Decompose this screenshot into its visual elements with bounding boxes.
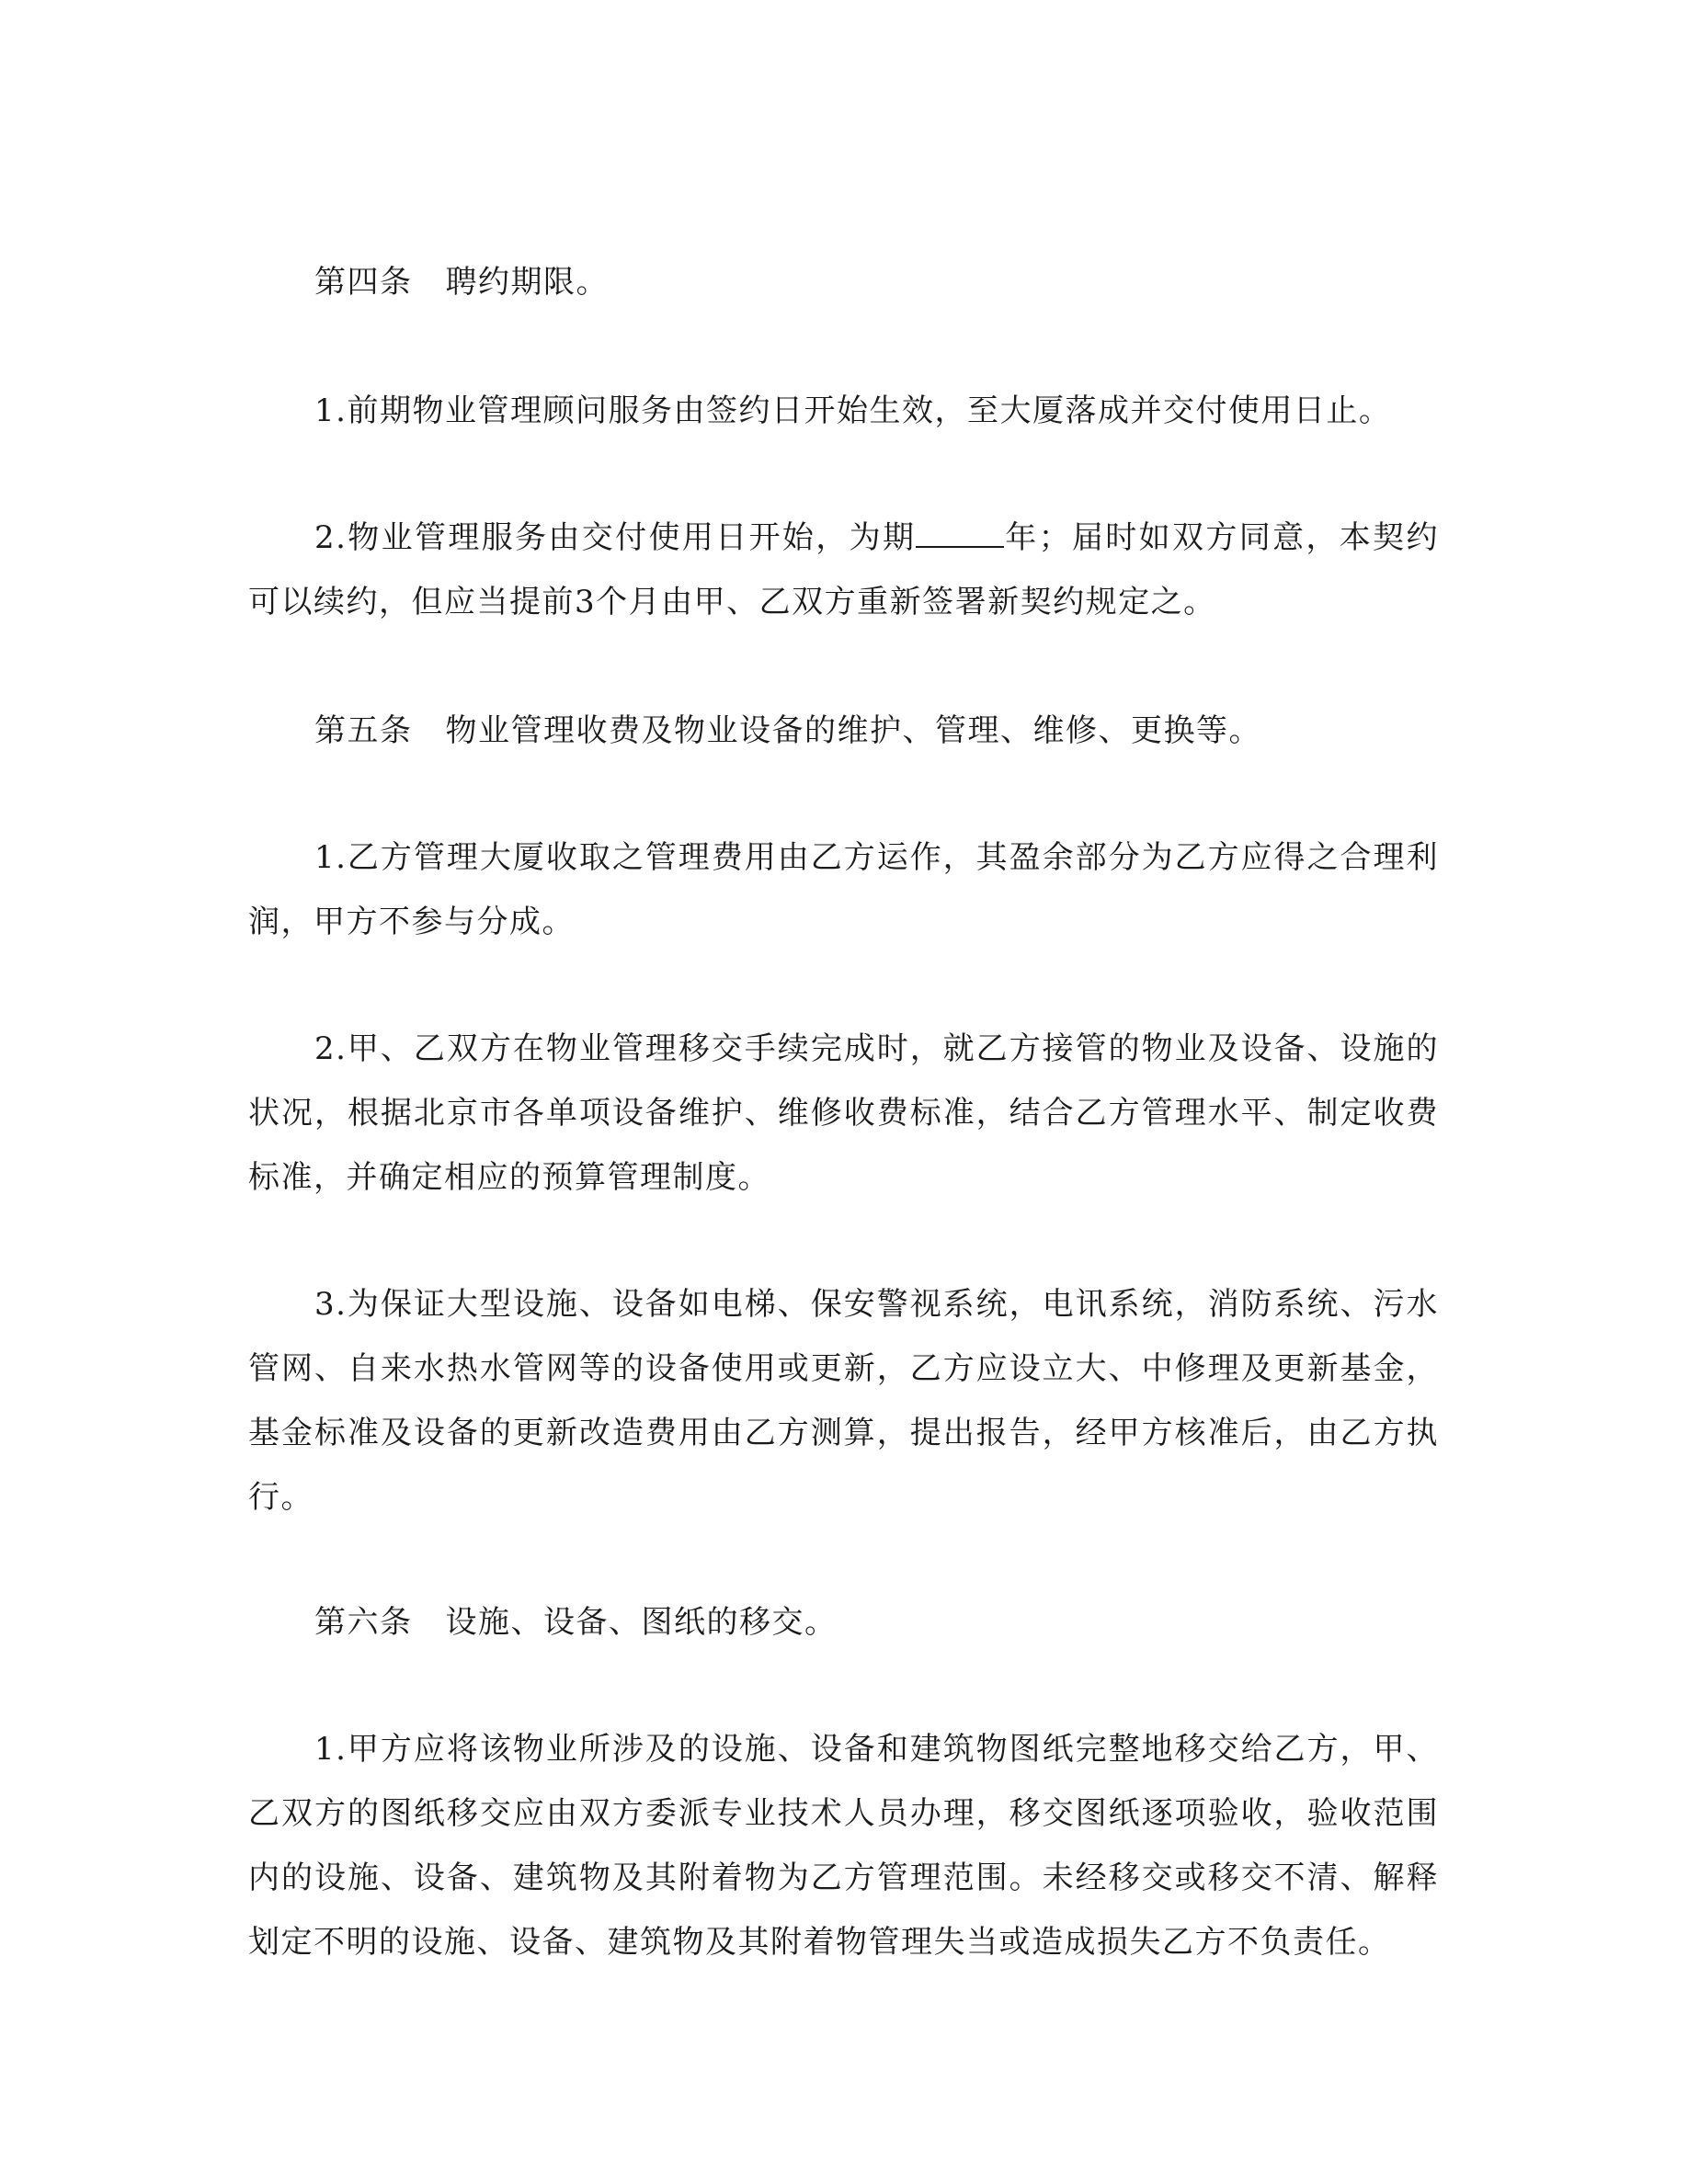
- term-years-blank: [916, 518, 1004, 548]
- article-6-item-1: 1.甲方应将该物业所涉及的设施、设备和建筑物图纸完整地移交给乙方，甲、乙双方的图纸移交应由双方委派专业技术人员办理，移交图纸逐项验收，验收范围内的设施、设备、建筑物及其附着物为乙方管理范围。未经移交或移交不清、解释划定不明的设施、设备、建筑物及其附着物管理失当或造成损失乙方不负责任。: [248, 1731, 1439, 1961]
- article-5-item-2: 2.甲、乙双方在物业管理移交手续完成时，就乙方接管的物业及设备、设施的状况，根据北京市各单项设备维护、维修收费标准，结合乙方管理水平、制定收费标准，并确定相应的预算管理制度。: [248, 1030, 1439, 1196]
- article-6-heading: [248, 1590, 1439, 1655]
- article-4-number: 第四条: [314, 264, 413, 301]
- article-6-title: 设施、设备、图纸的移交。: [445, 1604, 838, 1641]
- article-4-item-1: 1.前期物业管理顾问服务由签约日开始生效，至大厦落成并交付使用日止。: [314, 392, 1392, 429]
- article-4-title: 聘约期限。: [445, 264, 609, 301]
- article-4-item-2-lead: 2.物业管理服务由交付使用日开始，为期: [314, 519, 917, 556]
- article-5-heading: [248, 699, 1439, 763]
- article-5-item-1: 1.乙方管理大厦收取之管理费用由乙方运作，其盈余部分为乙方应得之合理利润，甲方不参与分成。: [248, 839, 1439, 940]
- article-6-number: 第六条: [314, 1604, 413, 1641]
- article-4-item-2-rest: 年；届时如双方同意，本契约可以续约，但应当提前3个月由甲、乙双方重新签署新契约规定之。: [248, 519, 1439, 620]
- article-5-title: 物业管理收费及物业设备的维护、管理、维修、更换等。: [445, 712, 1261, 749]
- article-5-item-3: 3.为保证大型设施、设备如电梯、保安警视系统，电讯系统，消防系统、污水管网、自来水热水管网等的设备使用或更新，乙方应设立大、中修理及更新基金，基金标准及设备的更新改造费用由乙方测算，提出报告，经甲方核准后，由乙方执行。: [248, 1286, 1439, 1516]
- article-4-heading: [248, 250, 1439, 314]
- article-4-item-2: [248, 506, 1439, 634]
- article-5-number: 第五条: [314, 712, 413, 749]
